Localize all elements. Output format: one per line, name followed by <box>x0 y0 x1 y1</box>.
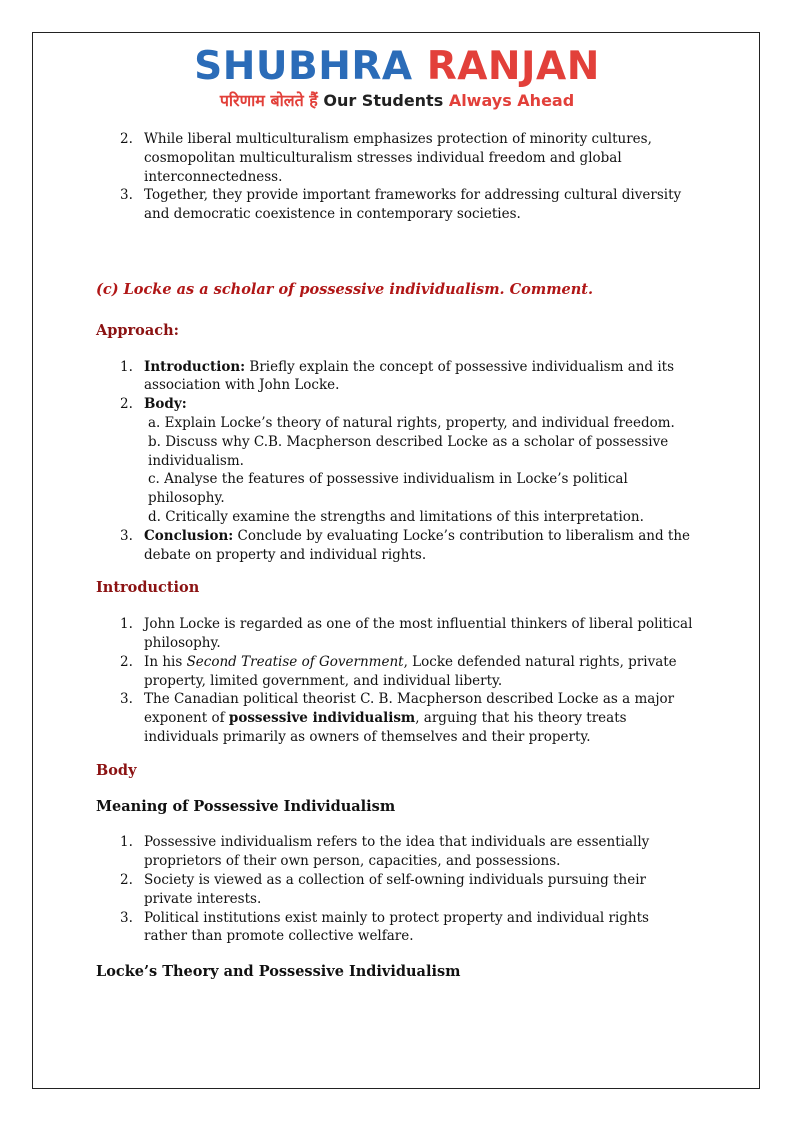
approach-sub-d: d. Critically examine the strengths and limitations of this interpretation. <box>148 508 644 525</box>
list-item: 3. The Canadian political theorist C. B. Macpherson described Locke as a major exponent of possessive individualism, arguing that his theory treats individuals primarily as owners of themselves and their property. <box>120 691 675 745</box>
logo-title <box>0 45 794 89</box>
introduction-list <box>96 615 696 747</box>
list-item: 1. John Locke is regarded as one of the most influential thinkers of liberal political philosophy. <box>120 616 693 651</box>
approach-sub-a: a. Explain Locke’s theory of natural rights, property, and individual freedom. <box>148 414 675 431</box>
top-list <box>96 130 696 224</box>
list-item: 2. In his Second Treatise of Government, Locke defended natural rights, private property, limited government, and individual liberty. <box>120 653 677 689</box>
logo-tagline <box>0 91 794 111</box>
meaning-list <box>96 833 696 946</box>
approach-heading: Approach: <box>96 321 179 339</box>
logo-tagline-part2: Always Ahead <box>448 91 575 110</box>
locke-theory-heading: Locke’s Theory and Possessive Individualism <box>96 963 461 981</box>
list-item: 2. While liberal multiculturalism emphasizes protection of minority cultures, cosmopolitan multiculturalism stresses individual freedom and global interconnectedness. <box>120 131 652 185</box>
approach-sub-b: b. Discuss why C.B. Macpherson described Locke as a scholar of possessive individualism. <box>148 433 669 469</box>
list-item: 2. Body: a. Explain Locke’s theory of natural rights, property, and individual freedom. b. Discuss why C.B. Macpherson described Locke as a scholar of possessive individualism. c. Analyse the features of possessive individualism in Locke’s political philosophy. d. Critically examine the strengths and limitations of this interpretation. <box>96 395 696 527</box>
list-item: 1. Possessive individualism refers to the idea that individuals are essentially proprietors of their own person, capacities, and possessions. <box>120 834 650 870</box>
approach-list <box>96 358 696 565</box>
book-title: Second Treatise of Government <box>186 653 404 670</box>
body-heading: Body <box>96 761 137 779</box>
list-item: 1. Introduction: Briefly explain the concept of possessive individualism and its association with John Locke. <box>120 358 675 394</box>
logo-tagline-part1: Our Students <box>323 91 444 110</box>
question-heading: (c) Locke as a scholar of possessive individualism. Comment. <box>96 280 594 298</box>
logo <box>0 45 794 111</box>
approach-sub-c: c. Analyse the features of possessive individualism in Locke’s political philosophy. <box>148 471 628 507</box>
introduction-heading: Introduction <box>96 579 200 597</box>
list-item: 3. Political institutions exist mainly to protect property and individual rights rather than promote collective welfare. <box>120 909 649 945</box>
list-item: 2. Society is viewed as a collection of self-owning individuals pursuing their private interests. <box>120 871 646 907</box>
logo-tagline-hindi: परिणाम बोलते हैं <box>219 91 318 110</box>
logo-name-part2: RANJAN <box>426 44 600 89</box>
key-term: possessive individualism <box>228 710 416 727</box>
document-body <box>96 130 696 982</box>
list-item: 3. Conclusion: Conclude by evaluating Locke’s contribution to liberalism and the debate on property and individual rights. <box>120 527 691 563</box>
logo-name-part1: SHUBHRA <box>194 44 413 89</box>
meaning-heading: Meaning of Possessive Individualism <box>96 797 396 815</box>
list-item: 3. Together, they provide important frameworks for addressing cultural diversity and democratic coexistence in contemporary societies. <box>120 187 682 223</box>
